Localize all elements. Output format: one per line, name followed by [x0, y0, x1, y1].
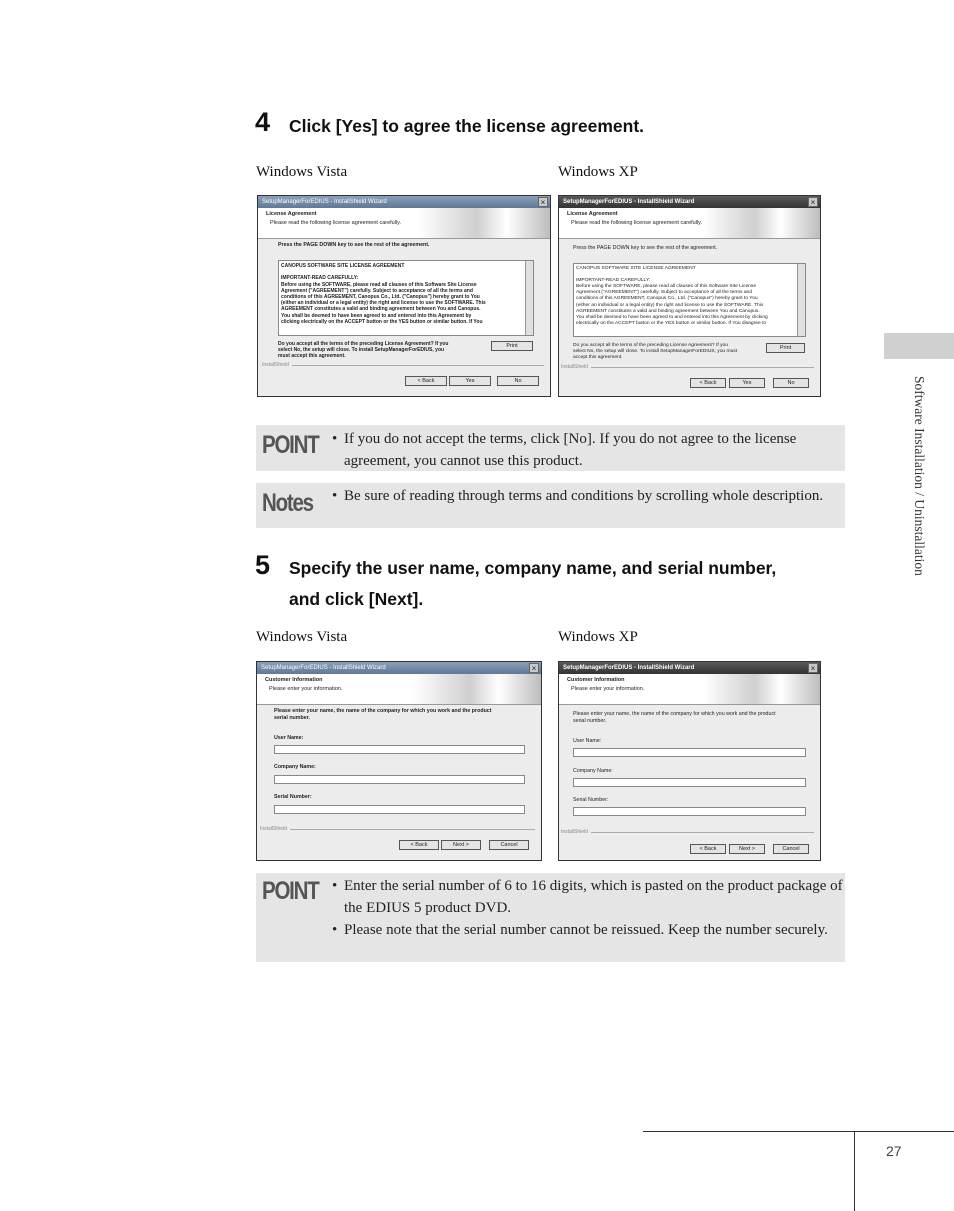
user-name-field: [274, 745, 525, 754]
page-number: 27: [886, 1143, 902, 1159]
point-item-text: If you do not accept the terms, click [No]. If you do not agree to the license agreement, you cannot use this product.: [344, 431, 797, 469]
installshield-label: InstallShield: [561, 829, 588, 835]
back-button: < Back: [690, 844, 726, 854]
notes-item-text: Be sure of reading through terms and conditions by scrolling whole description.: [344, 488, 824, 504]
license-text-box: [278, 260, 534, 336]
dialog-title: SetupManagerForEDIUS - InstallShield Wizard: [559, 196, 820, 208]
notes-item: [332, 485, 844, 507]
divider: [591, 367, 814, 368]
dialog-instruction: Please enter your name, the name of the company for which you work and the product serial number.: [274, 708, 492, 721]
dialog-title: SetupManagerForEDIUS - InstallShield Wizard: [559, 662, 820, 674]
dialog-header: [258, 208, 550, 239]
serial-number-field: [274, 805, 525, 814]
bullet-icon: •: [332, 431, 338, 447]
yes-button: Yes: [729, 378, 765, 388]
section-tab-marker: [884, 333, 954, 359]
cancel-button: Cancel: [773, 844, 809, 854]
no-button: No: [497, 376, 539, 386]
back-button: < Back: [399, 840, 439, 850]
installshield-label: InstallShield: [561, 364, 588, 370]
dialog-header: [559, 674, 820, 705]
step-4-instruction: Click [Yes] to agree the license agreement.: [289, 116, 645, 136]
company-name-field: [274, 775, 525, 784]
point-item: [332, 875, 844, 919]
dialog-header-title: Customer Information: [265, 677, 323, 683]
step-5-xp-label: Windows XP: [558, 629, 638, 645]
divider: [290, 829, 535, 830]
dialog-header-subtitle: Please enter your information.: [571, 686, 645, 692]
company-name-field: [573, 778, 806, 787]
section-title-vertical: Software Installation / Uninstallation: [912, 376, 927, 576]
user-name-field: [573, 748, 806, 757]
customer-info-dialog-xp-screenshot: [558, 661, 821, 861]
print-button: Print: [491, 341, 533, 351]
scrollbar: [525, 261, 533, 335]
back-button: < Back: [690, 378, 726, 388]
footer-rule: [643, 1131, 954, 1132]
dialog-header-title: Customer Information: [567, 677, 625, 683]
step-5-number: 5: [255, 550, 271, 580]
user-name-label: User Name:: [573, 738, 602, 744]
dialog-title: SetupManagerForEDIUS - InstallShield Wizard: [257, 662, 541, 674]
close-icon: ×: [808, 663, 818, 673]
yes-button: Yes: [449, 376, 491, 386]
step-5-vista-label: Windows Vista: [256, 629, 348, 645]
license-text: CANOPUS SOFTWARE SITE LICENSE AGREEMENT IMPORTANT-READ CAREFULLY: Before using the SOFTWARE, please read all clauses of this Software Site License Agreement ("AGREEMENT") carefully. Subject to acceptance of all the terms and conditions of this AGREEMENT, Canopus Co., Ltd. ("Canopus") hereby grant to You (either an individual or a legal entity) the right and license to use the SOFTWARE. This AGREEMENT constitutes a valid and binding agreement between You and Canopus. You shall be deemed to have been agreed to and entered into this Agreement by clicking electrically on the ACCEPT button or the YES button or similar button. If You disagree to: [576, 266, 768, 326]
license-dialog-vista-screenshot: [257, 195, 551, 397]
cancel-button: Cancel: [489, 840, 529, 850]
dialog-header-subtitle: Please read the following license agreement carefully.: [270, 220, 402, 226]
dialog-header-subtitle: Please enter your information.: [269, 686, 343, 692]
license-dialog-xp-screenshot: [558, 195, 821, 397]
dialog-instruction: Press the PAGE DOWN key to see the rest of the agreement.: [573, 245, 718, 251]
point-item-text: Please note that the serial number cannot be reissued. Keep the number securely.: [344, 922, 828, 938]
company-name-label: Company Name:: [573, 768, 613, 774]
dialog-title: SetupManagerForEDIUS - InstallShield Wizard: [258, 196, 550, 208]
serial-number-label: Serial Number:: [573, 797, 609, 803]
accept-question: Do you accept all the terms of the preceding License Agreement? If you select No, the setup will close. To install SetupManagerForEDIUS, you must accept this agreement.: [278, 341, 449, 360]
bullet-icon: •: [332, 878, 338, 894]
print-button: Print: [766, 343, 805, 353]
divider: [292, 365, 544, 366]
footer-divider: [854, 1131, 855, 1211]
customer-info-dialog-vista-screenshot: [256, 661, 542, 861]
dialog-instruction: Press the PAGE DOWN key to see the rest of the agreement.: [278, 242, 430, 248]
step-4-xp-label: Windows XP: [558, 164, 638, 180]
dialog-header-title: License Agreement: [266, 211, 317, 217]
point-panel-2: [256, 873, 845, 962]
notes-panel: [256, 483, 845, 528]
next-button: Next >: [729, 844, 765, 854]
close-icon: ×: [808, 197, 818, 207]
point-label: POINT: [262, 877, 319, 905]
scrollbar: [797, 264, 805, 336]
user-name-label: User Name:: [274, 735, 304, 741]
license-text-box: [573, 263, 806, 337]
bullet-icon: •: [332, 488, 338, 504]
dialog-header-subtitle: Please read the following license agreement carefully.: [571, 220, 703, 226]
notes-label: Notes: [262, 489, 313, 517]
step-5-instruction-line-1: Specify the user name, company name, and serial number,: [289, 558, 777, 578]
installshield-label: InstallShield: [260, 826, 287, 832]
dialog-header-title: License Agreement: [567, 211, 618, 217]
dialog-header: [257, 674, 541, 705]
point-item-text: Enter the serial number of 6 to 16 digits, which is pasted on the product package of the EDIUS 5 product DVD.: [344, 878, 843, 916]
bullet-icon: •: [332, 922, 338, 938]
accept-question: Do you accept all the terms of the preceding License Agreement? If you select No, the setup will close. To install SetupManagerForEDIUS, you must accept this agreement.: [573, 343, 738, 361]
serial-number-label: Serial Number:: [274, 794, 312, 800]
dialog-instruction: Please enter your name, the name of the company for which you work and the product serial number.: [573, 711, 776, 724]
point-panel-1: [256, 425, 845, 471]
company-name-label: Company Name:: [274, 764, 316, 770]
step-4-vista-label: Windows Vista: [256, 164, 348, 180]
close-icon: ×: [538, 197, 548, 207]
back-button: < Back: [405, 376, 447, 386]
step-4-number: 4: [255, 107, 271, 137]
no-button: No: [773, 378, 809, 388]
point-label: POINT: [262, 431, 319, 459]
close-icon: ×: [529, 663, 539, 673]
license-text: CANOPUS SOFTWARE SITE LICENSE AGREEMENT IMPORTANT-READ CAREFULLY: Before using the SOFTWARE, please read all clauses of this Software Site License Agreement ("AGREEMENT") carefully. Subject to acceptance of all the terms and conditions of this AGREEMENT, Canopus Co., Ltd. ("Canopus") hereby grant to You (either an individual or a legal entity) the right and license to use the SOFTWARE. This AGREEMENT constitutes a valid and binding agreement between You and Canopus. You shall be deemed to have been agreed to and entered into this Agreement by clicking electrically on the ACCEPT button or the YES button or similar button. If You: [281, 263, 486, 325]
installshield-label: InstallShield: [262, 362, 289, 368]
point-item: [332, 919, 844, 941]
serial-number-field: [573, 807, 806, 816]
dialog-header: [559, 208, 820, 239]
point-item: [332, 428, 844, 472]
divider: [591, 832, 814, 833]
step-5-instruction-line-2: and click [Next].: [289, 589, 424, 609]
next-button: Next >: [441, 840, 481, 850]
